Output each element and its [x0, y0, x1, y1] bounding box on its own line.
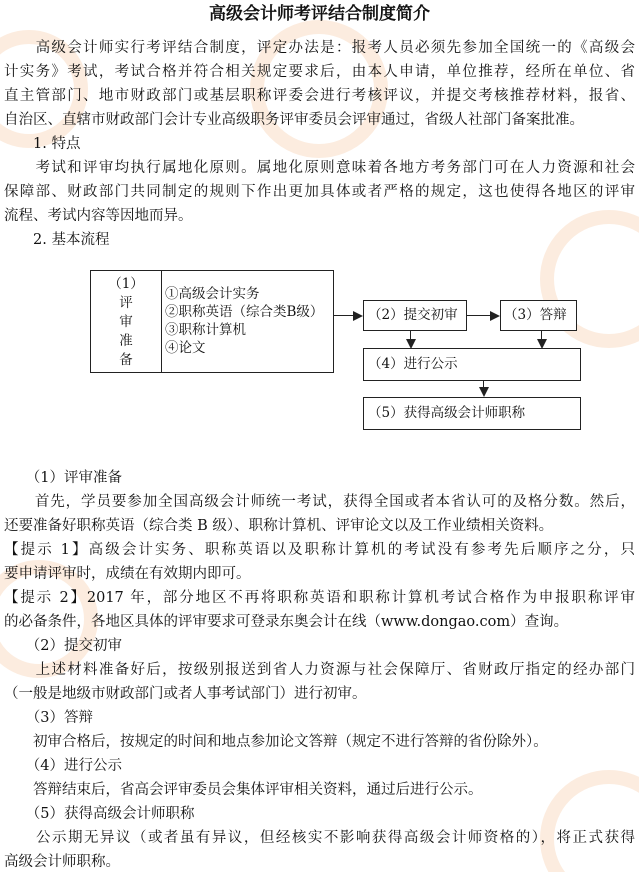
text-line: 直主管部门、地市财政部门或基层职称评委会进行考核评议，并提交考核推荐材料，报省、 [4, 88, 635, 104]
step2-box: （2）提交初审 [363, 300, 467, 331]
text-line: 首先，学员要参加全国高级会计师统一考试，获得全国或者本省认可的及格分数。然后， [4, 494, 635, 510]
text-line: 公示期无异议（或者虽有异议，但经核实不影响获得高级会计师资格的），将正式获得 [4, 830, 635, 846]
text-line: 上述材料准备好后，按级别报送到省人力资源与社会保障厅、省财政厅指定的经办部门 [4, 662, 635, 678]
page-title: 高级会计师考评结合制度简介 [209, 4, 430, 24]
text-line: 自治区、直辖市财政部门会计专业高级职务评审委员会评审通过，省级人社部门备案批准。 [4, 112, 584, 128]
text-line: （一般是地级市财政部门或者人事考试部门）进行初审。 [4, 686, 367, 702]
text-line: 高级会计师职称。 [4, 854, 120, 870]
step5-box: （5）获得高级会计师职称 [363, 397, 581, 430]
text-line: （1）评审准备 [4, 470, 122, 486]
text-line: 流程、考试内容等因地而异。 [4, 208, 193, 224]
text-line: 的必备条件，各地区具体的评审要求可登录东奥会计在线（www.dongao.com）查询。 [4, 614, 569, 630]
step4-box: （4）进行公示 [363, 348, 581, 381]
step1-title: （1） 评 审 准 备 [108, 276, 144, 368]
text-line: 还要准备好职称英语（综合类 B 级）、职称计算机、评审论文以及工作业绩相关资料。 [4, 518, 554, 534]
text-line: 2. 基本流程 [4, 232, 110, 248]
arrow-head [479, 387, 489, 397]
arrow-head [490, 311, 500, 321]
arrow-head [353, 311, 363, 321]
text-line: 1. 特点 [4, 136, 81, 152]
step1-items: ①高级会计实务 ②职称英语（综合类B级） ③职称计算机 ④论文 [165, 286, 324, 356]
step3-box: （3）答辩 [500, 300, 577, 331]
text-line: （3）答辩 [4, 710, 93, 726]
text-line: 高级会计师实行考评结合制度，评定办法是：报考人员必须先参加全国统一的《高级会 [4, 40, 635, 56]
text-line: 考试和评审均执行属地化原则。属地化原则意味着各地方考务部门可在人力资源和社会 [4, 160, 635, 176]
text-line: 【提示 2】2017 年，部分地区不再将职称英语和职称计算机考试合格作为申报职称评审 [4, 590, 635, 606]
text-line: （5）获得高级会计师职称 [4, 806, 195, 822]
text-line: 【提示 1】高级会计实务、职称英语以及职称计算机的考试没有参考先后顺序之分，只 [4, 542, 635, 558]
text-line: 计实务》考试，考试合格并符合相关规定要求后，由本人申请，单位推荐，经所在单位、省 [4, 64, 635, 80]
step1-box [90, 270, 334, 373]
text-line: 初审合格后，按规定的时间和地点参加论文答辩（规定不进行答辩的省份除外）。 [4, 734, 548, 750]
text-line: （2）提交初审 [4, 638, 122, 654]
divider [161, 271, 162, 372]
text-line: 要申请评审时，成绩在有效期内即可。 [4, 566, 251, 582]
text-line: 答辩结束后，省高会评审委员会集体评审相关资料，通过后进行公示。 [4, 782, 483, 798]
text-line: （4）进行公示 [4, 758, 122, 774]
arrow [467, 315, 492, 316]
text-line: 保障部、财政部门共同制定的规则下作出更加具体或者严格的规定，这也使得各地区的评审 [4, 184, 635, 200]
